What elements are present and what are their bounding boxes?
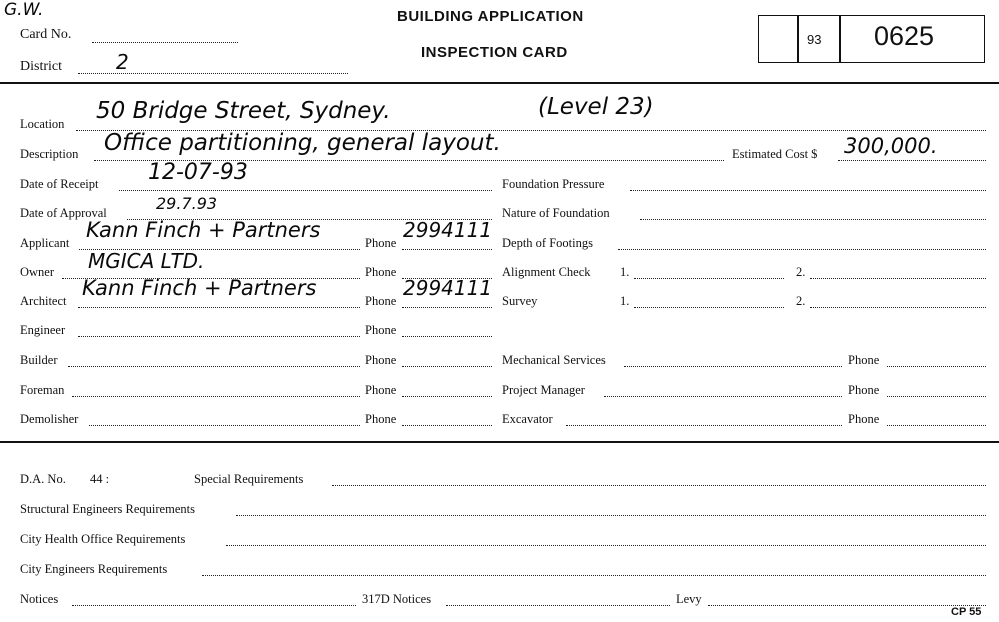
form-code: CP 55 (951, 606, 982, 618)
alignment-check-1-field[interactable] (634, 278, 784, 279)
architect-phone-label: Phone (365, 294, 397, 308)
structural-requirements-label: Structural Engineers Requirements (20, 502, 195, 516)
description-value: Office partitioning, general layout. (104, 130, 501, 156)
depth-footings-label: Depth of Footings (502, 236, 593, 250)
project-manager-label: Project Manager (502, 383, 585, 397)
mechanical-phone-field[interactable] (887, 366, 986, 367)
foreman-phone-label: Phone (365, 383, 397, 397)
engineer-label: Engineer (20, 323, 66, 337)
demolisher-field[interactable] (89, 425, 360, 426)
mechanical-phone-label: Phone (848, 353, 880, 367)
estimated-cost-value: 300,000. (844, 134, 938, 158)
applicant-phone-value: 2994111 (403, 218, 493, 242)
depth-footings-field[interactable] (618, 249, 986, 250)
notices-field[interactable] (72, 605, 356, 606)
header-rule (0, 82, 999, 84)
engineer-phone-field[interactable] (402, 336, 492, 337)
date-approval-label: Date of Approval (20, 206, 107, 220)
date-approval-value: 29.7.93 (156, 194, 218, 213)
structural-requirements-field[interactable] (236, 515, 986, 516)
notices-317d-field[interactable] (446, 605, 670, 606)
district-label: District (20, 59, 62, 74)
levy-label: Levy (676, 592, 702, 606)
notices-317d-label: 317D Notices (362, 592, 432, 606)
owner-label: Owner (20, 265, 55, 279)
project-manager-field[interactable] (604, 396, 842, 397)
health-requirements-field[interactable] (226, 545, 986, 546)
da-no-value: 44 : (90, 472, 110, 486)
applicant-phone-field[interactable] (402, 249, 492, 250)
city-engineers-field[interactable] (202, 575, 986, 576)
foreman-field[interactable] (72, 396, 360, 397)
middle-rule (0, 441, 999, 443)
foundation-pressure-label: Foundation Pressure (502, 177, 605, 191)
demolisher-label: Demolisher (20, 412, 79, 426)
notices-label: Notices (20, 592, 59, 606)
architect-phone-field[interactable] (402, 307, 492, 308)
card-number: 0625 (874, 21, 935, 51)
description-label: Description (20, 147, 79, 161)
project-manager-phone-label: Phone (848, 383, 880, 397)
architect-label: Architect (20, 294, 67, 308)
demolisher-phone-field[interactable] (402, 425, 492, 426)
nature-foundation-label: Nature of Foundation (502, 206, 610, 220)
card-box-divider-2 (839, 15, 841, 63)
survey-1-field[interactable] (634, 307, 784, 308)
excavator-phone-field[interactable] (887, 425, 986, 426)
foreman-label: Foreman (20, 383, 65, 397)
card-box-divider-1 (797, 15, 799, 63)
date-receipt-field[interactable] (119, 190, 492, 191)
levy-field[interactable] (708, 605, 986, 606)
architect-value: Kann Finch + Partners (82, 276, 317, 300)
builder-label: Builder (20, 353, 58, 367)
applicant-phone-label: Phone (365, 236, 397, 250)
card-year: 93 (807, 32, 822, 47)
architect-phone-value: 2994111 (403, 276, 493, 300)
card-no-label: Card No. (20, 27, 72, 42)
architect-field[interactable] (78, 307, 360, 308)
nature-foundation-field[interactable] (640, 219, 986, 220)
da-no-label: D.A. No. (20, 472, 66, 486)
card-number-box (758, 15, 985, 63)
alignment-check-2-field[interactable] (810, 278, 986, 279)
mechanical-label: Mechanical Services (502, 353, 606, 367)
excavator-phone-label: Phone (848, 412, 880, 426)
district-value: 2 (116, 50, 129, 74)
estimated-cost-label: Estimated Cost $ (732, 147, 818, 161)
estimated-cost-field[interactable] (838, 160, 986, 161)
health-requirements-label: City Health Office Requirements (20, 532, 186, 546)
card-no-field[interactable] (92, 42, 238, 43)
location-extra: (Level 23) (538, 94, 654, 120)
foundation-pressure-field[interactable] (630, 190, 986, 191)
excavator-field[interactable] (566, 425, 842, 426)
mechanical-field[interactable] (624, 366, 842, 367)
survey-2-label: 2. (796, 294, 806, 308)
location-value: 50 Bridge Street, Sydney. (96, 98, 391, 124)
form-title-line2: INSPECTION CARD (421, 44, 568, 61)
survey-label: Survey (502, 294, 538, 308)
applicant-label: Applicant (20, 236, 70, 250)
alignment-check-1-label: 1. (620, 265, 630, 279)
foreman-phone-field[interactable] (402, 396, 492, 397)
alignment-check-2-label: 2. (796, 265, 806, 279)
applicant-value: Kann Finch + Partners (86, 218, 321, 242)
builder-phone-label: Phone (365, 353, 397, 367)
special-requirements-field[interactable] (332, 485, 986, 486)
date-receipt-label: Date of Receipt (20, 177, 99, 191)
builder-phone-field[interactable] (402, 366, 492, 367)
survey-1-label: 1. (620, 294, 630, 308)
owner-value: MGICA LTD. (88, 249, 205, 273)
alignment-check-label: Alignment Check (502, 265, 591, 279)
engineer-field[interactable] (78, 336, 360, 337)
date-receipt-value: 12-07-93 (148, 160, 248, 185)
survey-2-field[interactable] (810, 307, 986, 308)
special-requirements-label: Special Requirements (194, 472, 304, 486)
project-manager-phone-field[interactable] (887, 396, 986, 397)
demolisher-phone-label: Phone (365, 412, 397, 426)
excavator-label: Excavator (502, 412, 553, 426)
location-label: Location (20, 117, 65, 131)
corner-note: G.W. (4, 0, 44, 20)
form-title-line1: BUILDING APPLICATION (397, 8, 584, 25)
owner-phone-label: Phone (365, 265, 397, 279)
builder-field[interactable] (68, 366, 360, 367)
engineer-phone-label: Phone (365, 323, 397, 337)
city-engineers-label: City Engineers Requirements (20, 562, 168, 576)
